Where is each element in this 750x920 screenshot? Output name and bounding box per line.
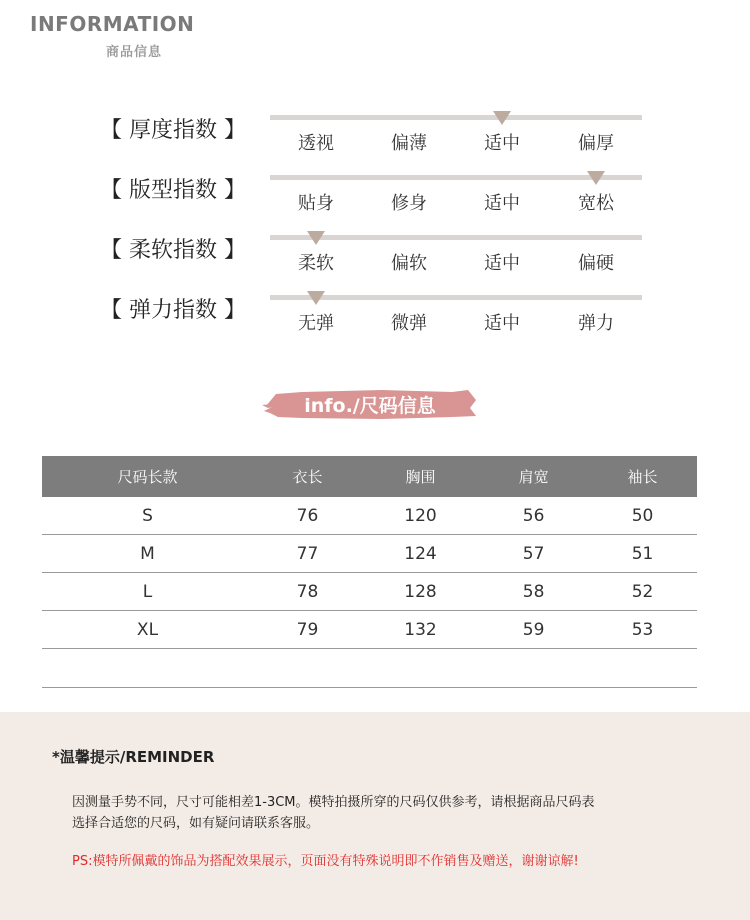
metric-marker-icon: [587, 171, 605, 185]
metric-scale-bar: [270, 115, 642, 120]
metric-marker-icon: [307, 231, 325, 245]
size-section-title: info./尺码信息: [304, 395, 436, 417]
size-cell: M: [42, 535, 253, 573]
reminder-text-line1: 因测量手势不同，尺寸可能相差1-3CM。模特拍摄所穿的尺码仅供参考，请根据商品尺码表: [72, 795, 595, 810]
metric-option: 偏软: [391, 253, 427, 274]
metric-fit: [0, 173, 750, 233]
metric-option: 偏厚: [578, 133, 614, 154]
size-table: [42, 456, 697, 688]
column-header: 尺码长款: [42, 456, 253, 497]
reminder-text-line2: 选择合适您的尺码，如有疑问请联系客服。: [72, 816, 320, 831]
shoulder-cell: 59: [479, 611, 588, 649]
metric-option: 无弹: [298, 313, 334, 334]
column-header: 袖长: [588, 456, 697, 497]
reminder-ps-note: PS:模特所佩戴的饰品为搭配效果展示，页面没有特殊说明即不作销售及赠送，谢谢谅解!: [72, 854, 579, 869]
column-header: 肩宽: [479, 456, 588, 497]
metric-option: 适中: [484, 313, 520, 334]
length-cell: 77: [253, 535, 362, 573]
shoulder-cell: 57: [479, 535, 588, 573]
header-title-cn: 商品信息: [106, 45, 163, 60]
metric-option: 偏硬: [578, 253, 614, 274]
size-cell: XL: [42, 611, 253, 649]
metric-scale-bar: [270, 235, 642, 240]
chest-cell: 132: [362, 611, 479, 649]
metric-option: 适中: [484, 193, 520, 214]
table-row: [42, 535, 697, 573]
chest-cell: 128: [362, 573, 479, 611]
shoulder-cell: 58: [479, 573, 588, 611]
metric-option: 柔软: [298, 253, 334, 274]
metric-option: 适中: [484, 253, 520, 274]
length-cell: 78: [253, 573, 362, 611]
shoulder-cell: 56: [479, 497, 588, 535]
column-header: 胸围: [362, 456, 479, 497]
metric-elasticity: [0, 293, 750, 353]
empty-cell: [42, 649, 697, 688]
metric-marker-icon: [493, 111, 511, 125]
metric-marker-icon: [307, 291, 325, 305]
header-title-en: INFORMATION: [30, 12, 195, 36]
table-row: [42, 611, 697, 649]
reminder-title: *温馨提示/REMINDER: [52, 748, 215, 766]
sleeve-cell: 51: [588, 535, 697, 573]
size-table-header: [42, 456, 697, 497]
metric-label: 【 弹力指数 】: [100, 298, 246, 323]
sleeve-cell: 50: [588, 497, 697, 535]
metric-scale-bar: [270, 295, 642, 300]
size-cell: L: [42, 573, 253, 611]
metric-option: 偏薄: [391, 133, 427, 154]
metric-option: 贴身: [298, 193, 334, 214]
chest-cell: 124: [362, 535, 479, 573]
metric-thickness: [0, 113, 750, 173]
reminder-box: [0, 712, 750, 920]
chest-cell: 120: [362, 497, 479, 535]
sleeve-cell: 53: [588, 611, 697, 649]
sleeve-cell: 52: [588, 573, 697, 611]
metric-option: 宽松: [578, 193, 614, 214]
metric-option: 弹力: [578, 313, 614, 334]
length-cell: 79: [253, 611, 362, 649]
table-row: [42, 573, 697, 611]
metric-label: 【 版型指数 】: [100, 178, 246, 203]
metric-label: 【 柔软指数 】: [100, 238, 246, 263]
metric-option: 适中: [484, 133, 520, 154]
table-row-empty: [42, 649, 697, 688]
column-header: 衣长: [253, 456, 362, 497]
metric-softness: [0, 233, 750, 293]
table-row: [42, 497, 697, 535]
metric-label: 【 厚度指数 】: [100, 118, 246, 143]
size-cell: S: [42, 497, 253, 535]
metric-option: 透视: [298, 133, 334, 154]
length-cell: 76: [253, 497, 362, 535]
metric-option: 修身: [391, 193, 427, 214]
metric-option: 微弹: [391, 313, 427, 334]
